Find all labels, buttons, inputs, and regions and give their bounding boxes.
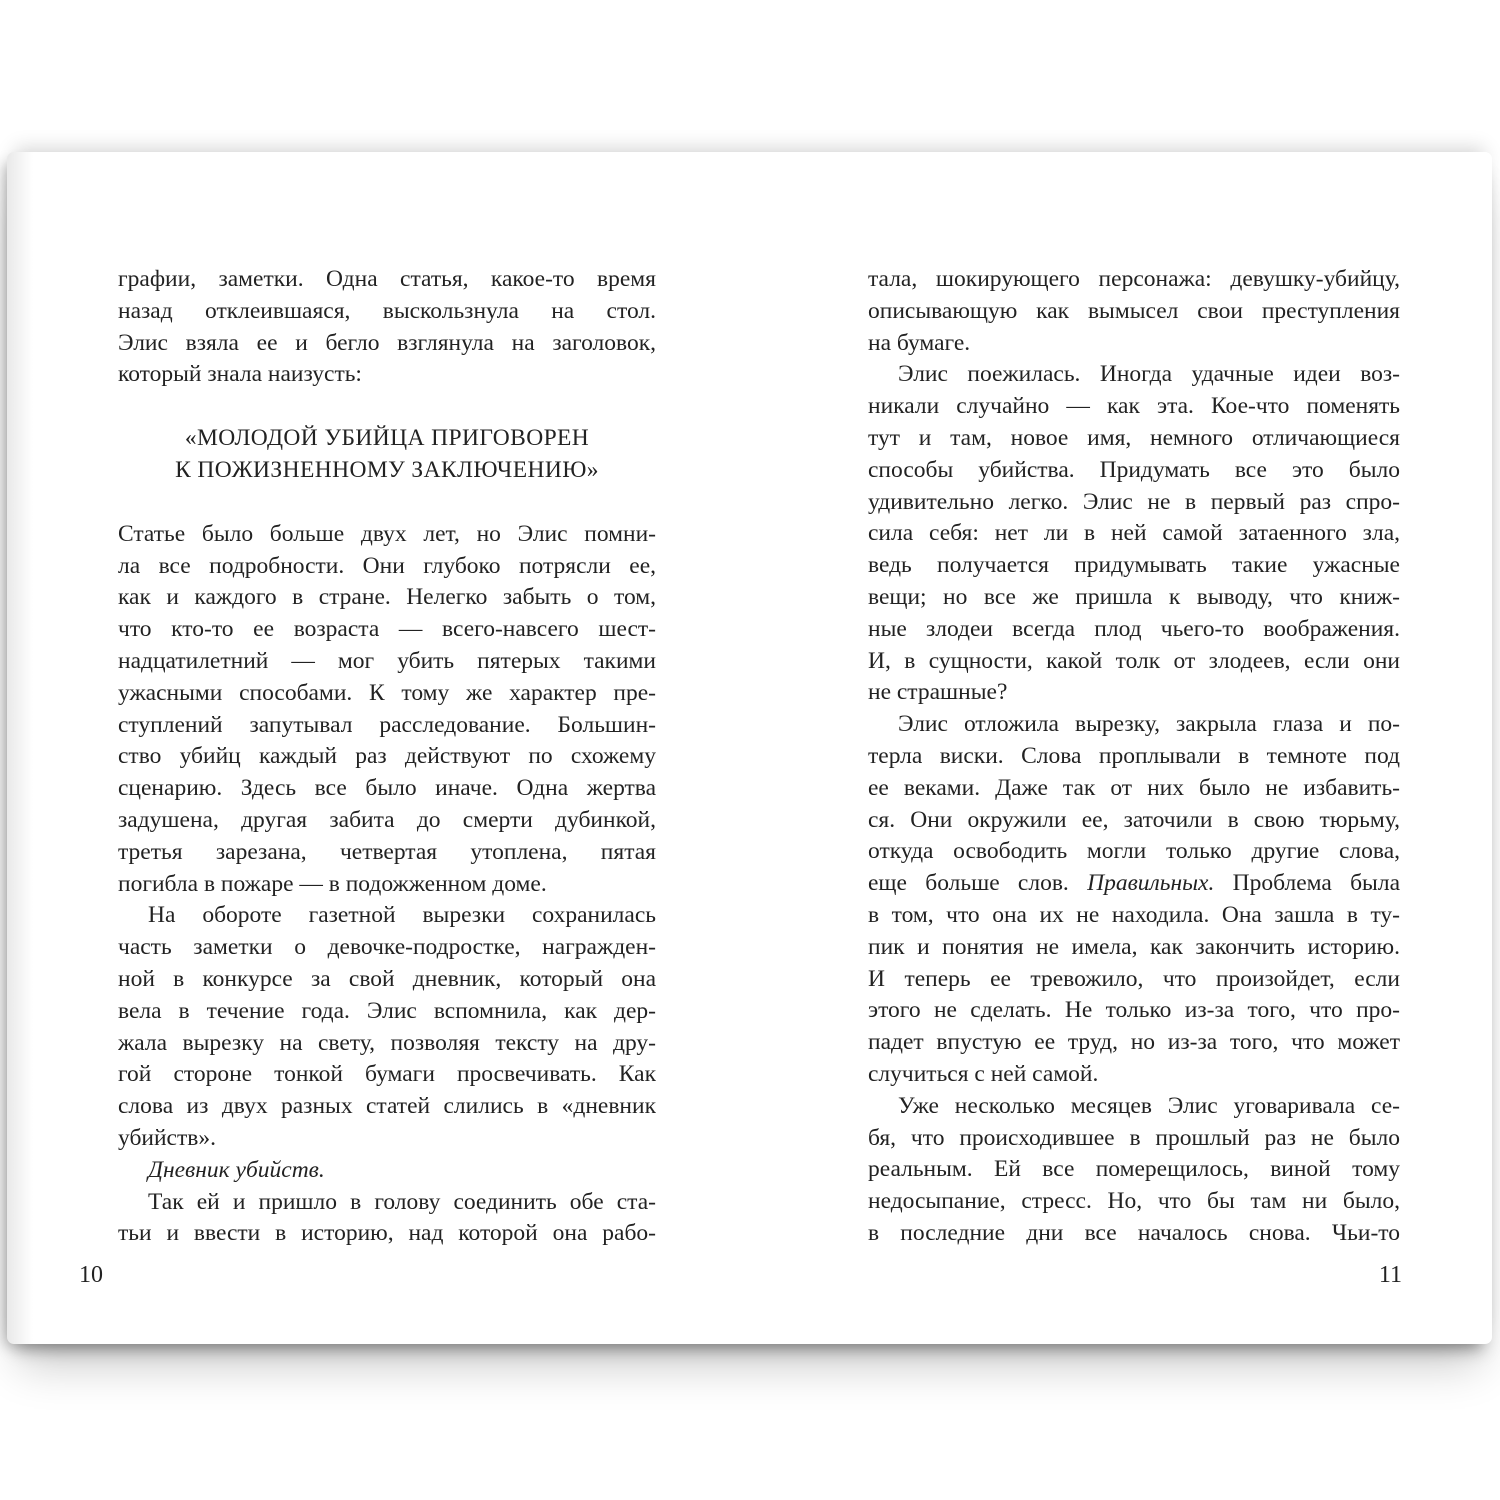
text-line: Элис поежилась. Иногда удачные идеи воз- (898, 361, 1400, 388)
text-line: как и каждого в стране. Нелегко забыть о том, (118, 584, 656, 611)
paragraph (868, 709, 1400, 1091)
left-page-text-column (118, 264, 656, 1250)
paragraph (118, 1187, 656, 1251)
text-line: сила себя: нет ли в ней самой затаенного зла, (868, 520, 1400, 547)
text-line: Статье было больше двух лет, но Элис помни- (118, 520, 656, 547)
text-line: откуда освободить могли только другие слова, (868, 838, 1400, 865)
text-line: погибла в пожаре — в подожженном доме. (118, 870, 547, 897)
text-line: не страшные? (868, 679, 1008, 706)
paragraph (868, 359, 1400, 709)
text-line: ведь получается придумывать такие ужасные (868, 552, 1400, 579)
article-headline (118, 423, 656, 487)
text-line: Элис взяла ее и бегло взглянула на заголовок, (118, 329, 656, 356)
text-line: что кто-то ее возраста — всего-навсего шест- (118, 616, 656, 643)
text-line: случиться с ней самой. (868, 1060, 1099, 1087)
text-line: надцатилетний — мог убить пятерых такими (118, 647, 656, 674)
text-line: в том, что она их не находила. Она зашла в ту- (868, 901, 1400, 928)
text-line: в последние дни все началось снова. Чьи-то (868, 1219, 1400, 1246)
text-line: тьи и ввести в историю, над которой она рабо- (118, 1220, 656, 1247)
text-line: ла все подробности. Они глубоко потрясли ее, (118, 552, 656, 579)
text-line: третья зарезана, четвертая утоплена, пятая (118, 838, 656, 865)
text-line: ступлений запутывал расследование. Большин- (118, 711, 656, 738)
text-line: И, в сущности, какой толк от злодеев, если они (868, 647, 1400, 674)
paragraph (868, 264, 1400, 359)
page-number-right: 11 (1378, 1262, 1402, 1288)
page-number-left: 10 (79, 1262, 103, 1288)
book-spread (7, 152, 1492, 1344)
text-line: на бумаге. (868, 329, 971, 356)
text-line: бя, что происходившее в прошлый раз не было (868, 1124, 1400, 1151)
text-line: ся. Они окружили ее, заточили в свою тюрьму, (868, 806, 1400, 833)
paragraph (118, 519, 656, 901)
text-line: вещи; но все же пришла к выводу, что книж- (868, 583, 1400, 610)
paragraph (118, 264, 656, 391)
text-line: гой стороне тонкой бумаги просвечивать. Как (118, 1061, 656, 1088)
text-line: этого не сделать. Не только из-за того, что про- (868, 997, 1400, 1024)
heading-line: «МОЛОДОЙ УБИЙЦА ПРИГОВОРЕН (184, 425, 590, 452)
paragraph (118, 900, 656, 1154)
text-line: Дневник убийств. (148, 1156, 325, 1183)
text-line: тала, шокирующего персонажа: девушку-убийцу, (868, 266, 1400, 292)
right-page-text-column (868, 264, 1400, 1250)
text-line: Элис отложила вырезку, закрыла глаза и по- (898, 711, 1400, 738)
text-line: реальным. Ей все померещилось, виной тому (868, 1156, 1400, 1183)
text-line: ной в конкурсе за свой дневник, который она (118, 965, 656, 992)
text-line: недосыпание, стресс. Но, что бы там ни было, (868, 1188, 1400, 1215)
heading-line: К ПОЖИЗНЕННОМУ ЗАКЛЮЧЕНИЮ» (175, 456, 599, 483)
text-line: ные злодеи всегда плод чьего-то воображения. (868, 615, 1400, 642)
paragraph (118, 1155, 656, 1187)
text-line: тут и там, новое имя, немного отличающиеся (868, 424, 1400, 451)
text-line: часть заметки о девочке-подростке, награжден- (118, 934, 656, 961)
paragraph (868, 1091, 1400, 1250)
text-line: И теперь ее тревожило, что произойдет, если (868, 965, 1400, 992)
text-line: падет впустую ее труд, но из-за того, что может (868, 1029, 1400, 1056)
text-line: ужасными способами. К тому же характер пре- (118, 679, 656, 706)
text-line: жала вырезку на свету, позволяя тексту на дру- (118, 1029, 656, 1056)
text-line: убийств». (118, 1124, 216, 1151)
text-line: назад отклеившаяся, выскользнула на стол. (118, 297, 656, 324)
text-line: слова из двух разных статей слились в «дневник (118, 1093, 656, 1120)
text-line: сценарию. Здесь все было иначе. Одна жертва (118, 775, 656, 802)
text-line: ее веками. Даже так от них было не избавить- (868, 774, 1400, 801)
text-line: Уже несколько месяцев Элис уговаривала се- (898, 1092, 1400, 1119)
text-line: ство убийц каждый раз действуют по схожему (118, 743, 656, 770)
text-line: удивительно легко. Элис не в первый раз спро- (868, 488, 1400, 515)
text-line: описывающую как вымысел свои преступления (868, 297, 1400, 324)
text-line: способы убийства. Придумать все это было (868, 456, 1400, 483)
text-line: графии, заметки. Одна статья, какое-то время (118, 266, 656, 292)
text-line: вела в течение года. Элис вспомнила, как дер- (118, 997, 656, 1024)
text-line: никали случайно — как эта. Кое-что поменять (868, 393, 1400, 420)
right-page (749, 152, 1492, 1344)
text-line: еще больше слов. Правильных. Проблема была (868, 870, 1400, 897)
text-line: терла виски. Слова проплывали в темноте под (868, 742, 1400, 769)
text-line: На обороте газетной вырезки сохранилась (148, 902, 656, 929)
text-line: пик и понятия не имела, как закончить историю. (868, 933, 1400, 960)
left-page (7, 152, 749, 1344)
text-line: задушена, другая забита до смерти дубинкой, (118, 806, 656, 833)
text-line: который знала наизусть: (118, 361, 362, 388)
text-line: Так ей и пришло в голову соединить обе ста- (148, 1188, 656, 1215)
